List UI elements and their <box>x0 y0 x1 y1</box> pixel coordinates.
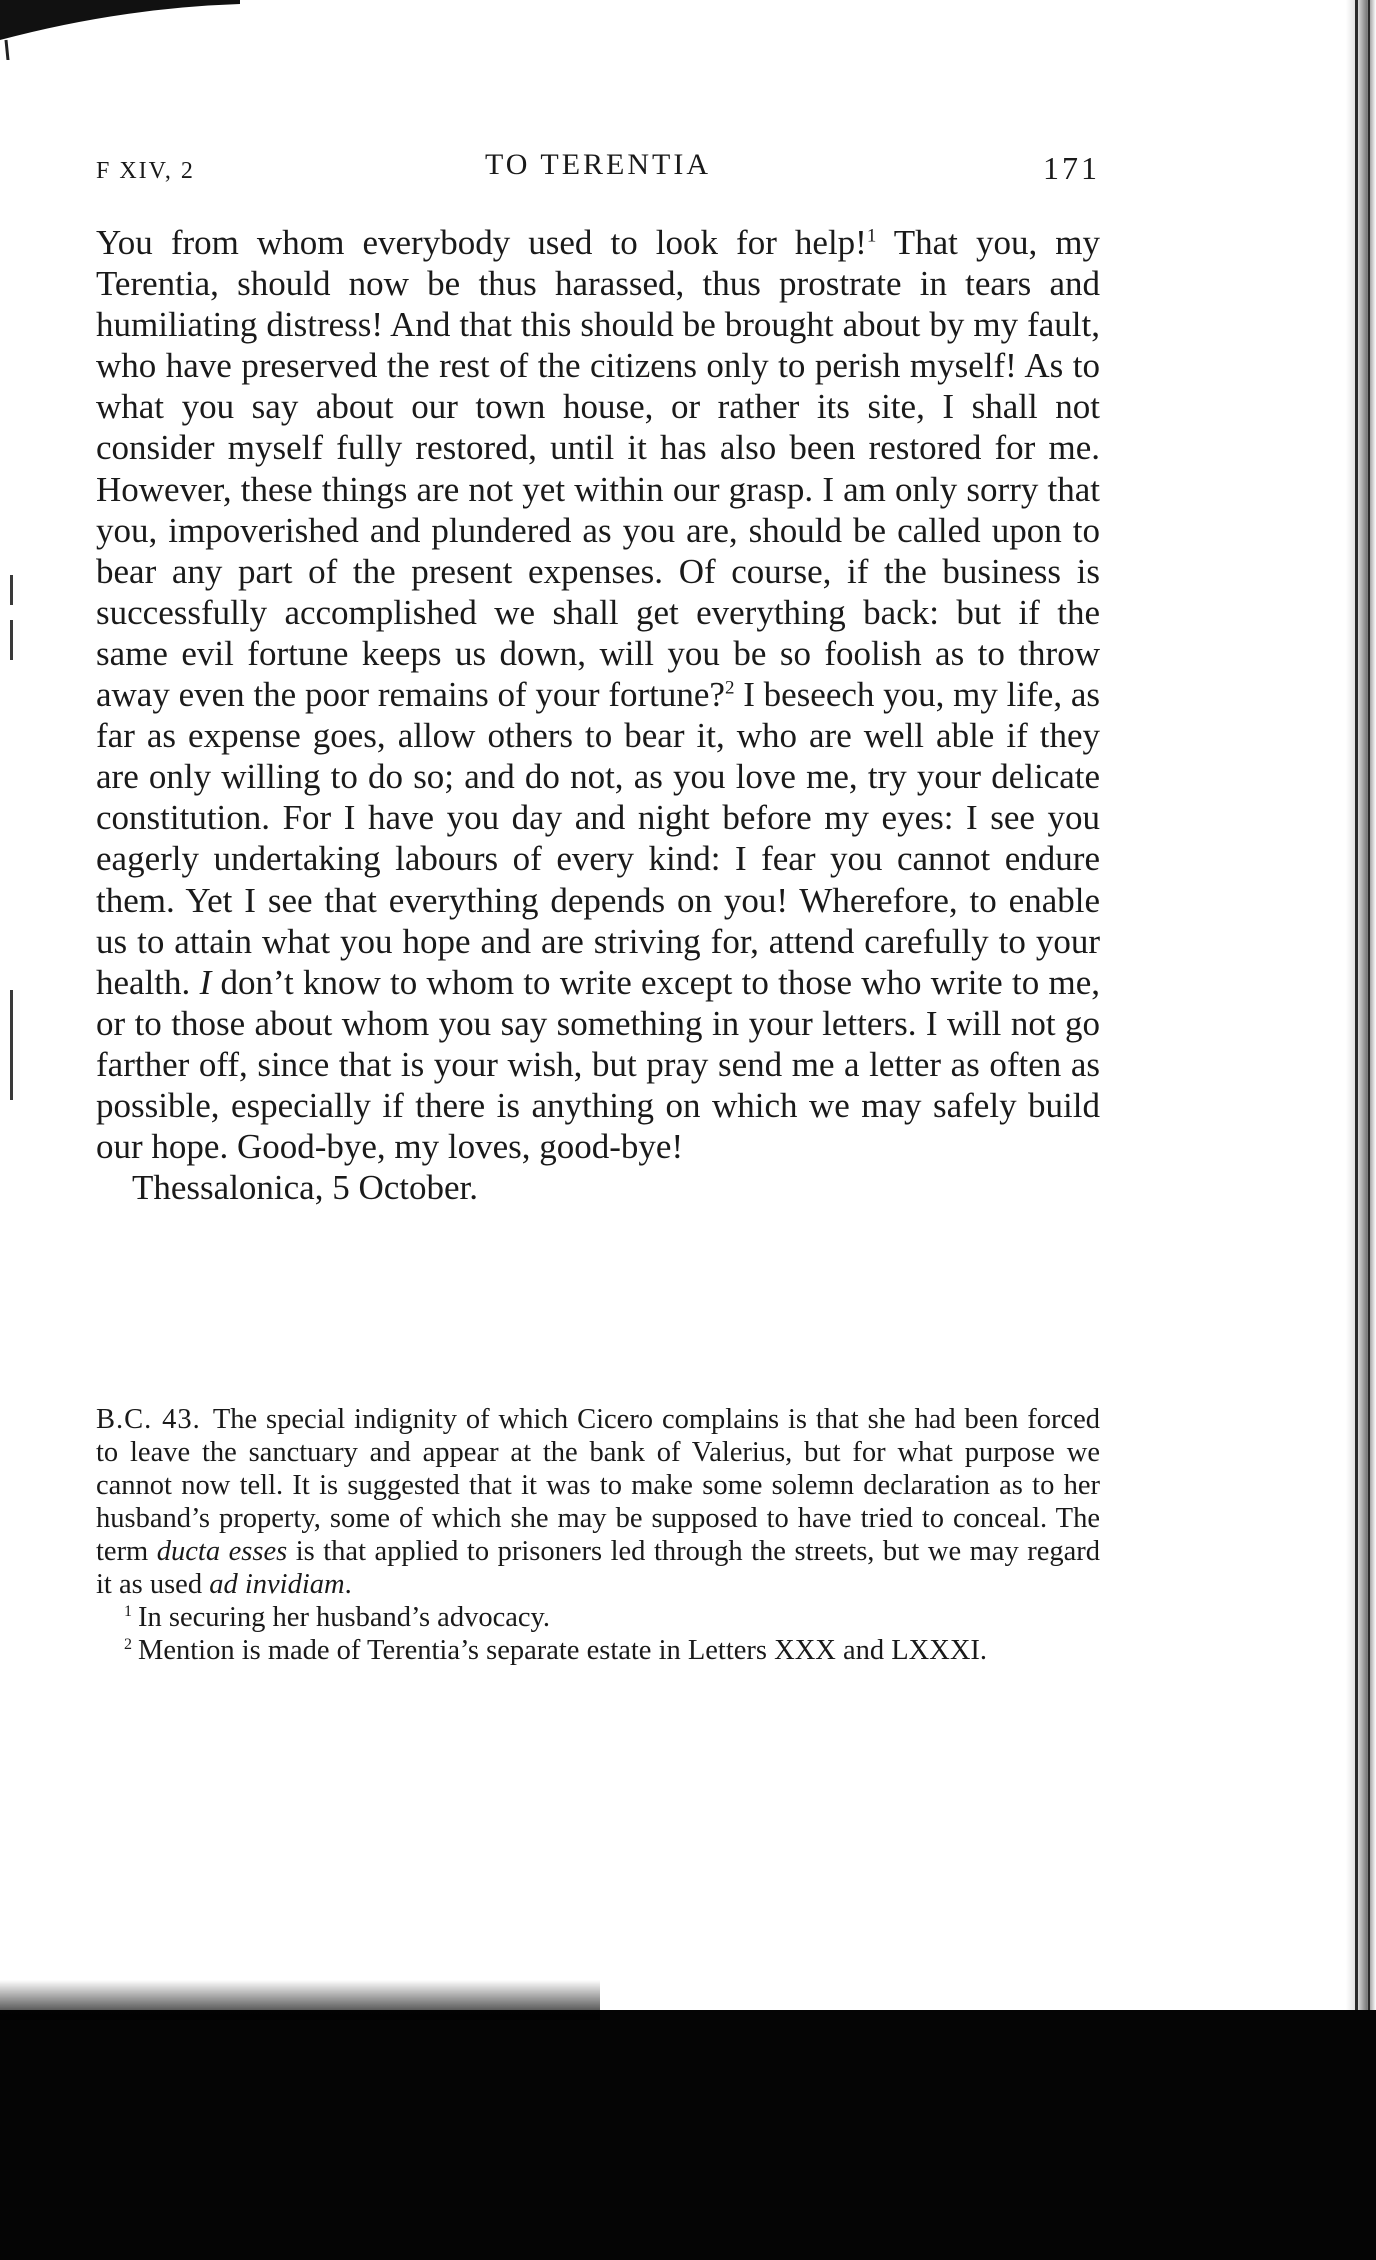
page-spine-shadow <box>1346 0 1376 2260</box>
editorial-note <box>96 1403 1100 1601</box>
notes-section <box>96 1403 1100 1667</box>
spine-line <box>1368 0 1370 2100</box>
letter-reference: F XIV, 2 <box>96 158 195 184</box>
running-header <box>96 148 1100 188</box>
dateline: Thessalonica, 5 October. <box>132 1168 479 1208</box>
note-text: is that applied to prisoners led through the streets, but we may regard it as used <box>96 1536 1101 1600</box>
note-text: The special indignity of which Cicero complains is that she had been forced to leave the sanctuary and appear at the bank of Valerius, but for what purpose we cannot now tell. It is suggested that it was to make some solemn declaration as to her husband’s property, some of which she may be supposed to have tried to conceal. The term <box>96 1404 1100 1567</box>
scan-bottom-band <box>0 2010 1376 2260</box>
era-label: B.C. 43. <box>96 1404 201 1435</box>
running-title: TO TERENTIA <box>484 148 712 181</box>
letter-paragraph <box>96 222 1100 1167</box>
margin-mark <box>10 575 13 605</box>
footnote-2 <box>96 1634 1100 1667</box>
italic-pronoun: I <box>199 962 212 1002</box>
footnote-marker: 2 <box>124 1635 132 1653</box>
footnote-text: In securing her husband’s advocacy. <box>138 1602 551 1633</box>
footnote-1 <box>96 1601 1100 1634</box>
scan-corner-mark <box>0 0 240 60</box>
footnote-text: Mention is made of Terentia’s separate estate in Letters XXX and LXXXI. <box>138 1635 988 1666</box>
footnote-ref: 2 <box>724 677 735 699</box>
spine-line <box>1355 0 1358 2100</box>
margin-mark <box>10 990 13 1100</box>
body-text-segment: I beseech you, my life, as far as expense goes, allow others to bear it, who are well able if they are only willing to do so; and do not, as you love me, try your delicate constitution. For I have you day and night before my eyes: I see you eagerly undertaking labours of every kind: I fear you cannot endure them. Yet I see that everything depends on you! Wherefore, to enable us to attain what you hope and are striving for, attend carefully to your health. <box>96 675 1100 1002</box>
footnote-ref: 1 <box>866 225 877 247</box>
letter-body <box>96 222 1100 1208</box>
body-text-segment: That you, my Terentia, should now be thus harassed, thus prostrate in tears and humiliating distress! And that this should be brought about by my fault, who have preserved the rest of the citizens only to perish myself! As to what you say about our town house, or rather its site, I shall not consider myself fully restored, until it has also been restored for me. However, these things are not yet within our grasp. I am only sorry that you, impoverished and plundered as you are, should be called upon to bear any part of the present expenses. Of course, if the business is successfully accomplished we shall get everything back: but if the same evil fortune keeps us down, will you be so foolish as to throw away even the poor remains of your fortune? <box>96 223 1100 715</box>
body-text-segment: You from whom everybody used to look for help! <box>96 223 867 262</box>
margin-mark <box>10 620 13 660</box>
body-text-segment: don’t know to whom to write except to those who write to me, or to those about whom you say something in your letters. I will not go farther off, since that is your wish, but pray send me a letter as often as possible, especially if there is anything on which we may safely build our hope. Good-bye, my loves, good-bye! <box>96 962 1100 1167</box>
note-text: . <box>344 1569 352 1600</box>
latin-phrase: ad invidiam <box>209 1569 345 1600</box>
latin-term: ducta esses <box>156 1536 288 1567</box>
page-number: 171 <box>1043 150 1100 186</box>
footnote-marker: 1 <box>124 1602 132 1620</box>
